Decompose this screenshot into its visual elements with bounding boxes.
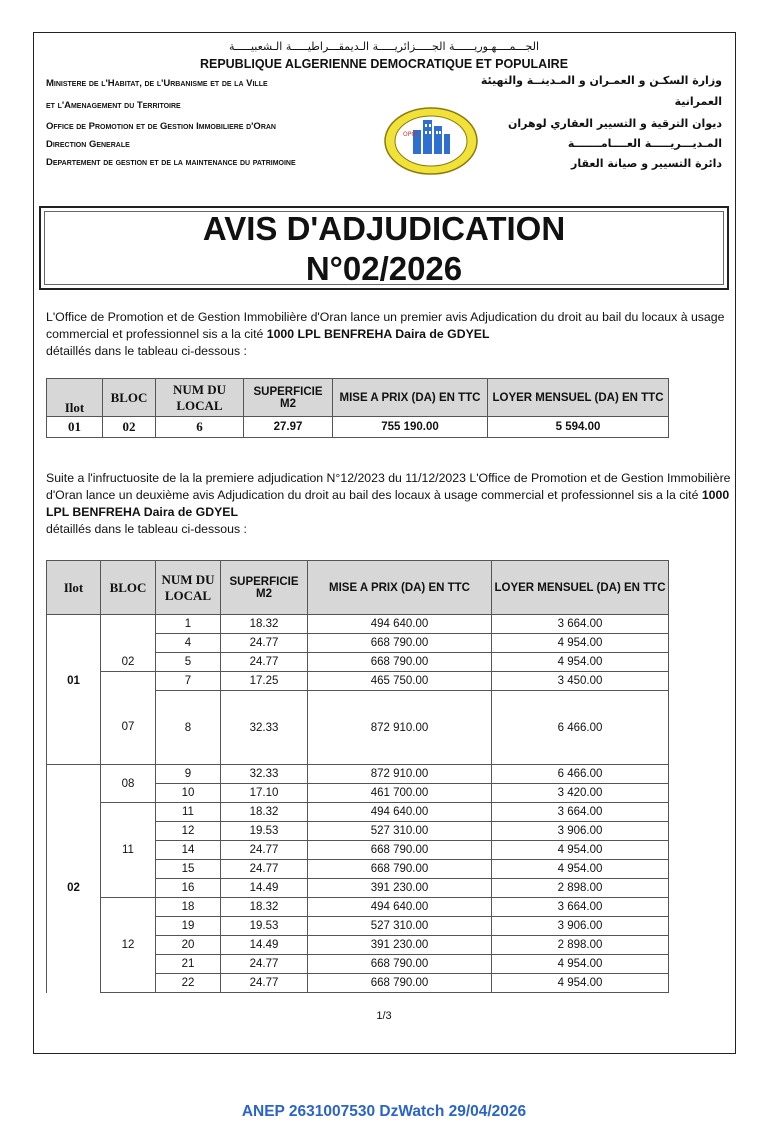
avis-title: AVIS D'ADJUDICATION bbox=[202, 210, 566, 247]
table-cell: 6 466.00 bbox=[492, 765, 669, 784]
french-republic-title: REPUBLIQUE ALGERIENNE DEMOCRATIQUE ET POPULAIRE bbox=[199, 57, 569, 71]
table-cell: 3 664.00 bbox=[492, 615, 669, 634]
table-cell: 12 bbox=[101, 898, 156, 993]
table-row bbox=[47, 561, 669, 615]
th-superficie: SUPERFICIE M2 bbox=[221, 561, 308, 615]
table-cell: 19 bbox=[156, 917, 221, 936]
table-cell: 24.77 bbox=[221, 653, 308, 672]
table-cell bbox=[47, 615, 101, 634]
table-cell: 527 310.00 bbox=[308, 822, 492, 841]
table-cell: 02 bbox=[47, 879, 101, 898]
table-cell: 12 bbox=[156, 822, 221, 841]
intro-paragraph-2 bbox=[46, 470, 736, 538]
office-line: Office de Promotion et de Gestion Immobiliere d'Oran bbox=[46, 121, 276, 132]
table-cell: 494 640.00 bbox=[308, 803, 492, 822]
table-cell: 3 450.00 bbox=[492, 672, 669, 691]
cell-num: 6 bbox=[156, 417, 244, 438]
table-cell bbox=[47, 936, 101, 955]
intro1-text: L'Office de Promotion et de Gestion Immobilière d'Oran lance un premier avis Adjudication du droit au bail du locaux à usage commercial et professionnel sis a la cité bbox=[46, 310, 725, 341]
table-cell: 3 420.00 bbox=[492, 784, 669, 803]
table-cell: 7 bbox=[156, 672, 221, 691]
table-second-adjudication bbox=[46, 560, 669, 993]
table-cell: 4 bbox=[156, 634, 221, 653]
table-row bbox=[47, 672, 669, 691]
table-row bbox=[47, 615, 669, 634]
table-cell: 17.10 bbox=[221, 784, 308, 803]
ministry-line-1: Ministere de l'Habitat, de l'Urbanisme et de la Ville bbox=[46, 78, 268, 89]
table-cell bbox=[47, 860, 101, 879]
arabic-republic-title: الجـــمــــهـوريــــــة الجـــــزائريـــــة الـديمقـــراطيـــــة الـشعبيـــــة bbox=[228, 40, 540, 53]
table-cell: 668 790.00 bbox=[308, 841, 492, 860]
th-loyer: LOYER MENSUEL (DA) EN TTC bbox=[492, 561, 669, 615]
table-cell: 668 790.00 bbox=[308, 974, 492, 993]
table-cell: 872 910.00 bbox=[308, 691, 492, 765]
table-cell: 391 230.00 bbox=[308, 879, 492, 898]
table-cell: 4 954.00 bbox=[492, 974, 669, 993]
table-cell bbox=[101, 672, 156, 691]
table-first-adjudication bbox=[46, 378, 669, 438]
table-cell: 465 750.00 bbox=[308, 672, 492, 691]
intro1-tail: détaillés dans le tableau ci-dessous : bbox=[46, 344, 247, 358]
table-row bbox=[47, 379, 669, 417]
th-ilot: Ilot bbox=[47, 379, 103, 417]
th-mise-a-prix: MISE A PRIX (DA) EN TTC bbox=[308, 561, 492, 615]
intro2-text: Suite a l'infructuosite de la la premiere adjudication N°12/2023 du 11/12/2023 L'Office de Promotion et de Gestion Immobilière d'Oran lance un deuxième avis Adjudication du droit au bail des locaux à usage commercial et professionnel sis a la cité bbox=[46, 471, 731, 502]
ar-office-line: ديوان الترقية و التسيير العقاري لوهران bbox=[507, 117, 722, 130]
anep-footer: ANEP 2631007530 DzWatch 29/04/2026 bbox=[241, 1103, 527, 1120]
table-cell: 3 906.00 bbox=[492, 822, 669, 841]
table-cell: 5 bbox=[156, 653, 221, 672]
table-cell bbox=[47, 974, 101, 993]
table-cell: 11 bbox=[156, 803, 221, 822]
table-cell: 668 790.00 bbox=[308, 955, 492, 974]
table-cell: 22 bbox=[156, 974, 221, 993]
table-cell: 14 bbox=[156, 841, 221, 860]
table-cell: 391 230.00 bbox=[308, 936, 492, 955]
th-superficie: SUPERFICIE M2 bbox=[244, 379, 333, 417]
intro2-tail: détaillés dans le tableau ci-dessous : bbox=[46, 522, 247, 536]
table-cell: 527 310.00 bbox=[308, 917, 492, 936]
table-cell: 15 bbox=[156, 860, 221, 879]
th-bloc: BLOC bbox=[103, 379, 156, 417]
table-cell: 24.77 bbox=[221, 955, 308, 974]
table-cell: 494 640.00 bbox=[308, 898, 492, 917]
logo-text: OPGI bbox=[403, 131, 418, 138]
table-cell: 872 910.00 bbox=[308, 765, 492, 784]
table-cell: 16 bbox=[156, 879, 221, 898]
table-cell: 17.25 bbox=[221, 672, 308, 691]
cell-ilot: 01 bbox=[47, 417, 103, 438]
table-cell: 11 bbox=[101, 803, 156, 898]
table-cell: 01 bbox=[47, 672, 101, 691]
table-cell: 2 898.00 bbox=[492, 879, 669, 898]
table-row bbox=[47, 417, 669, 438]
table-cell: 3 906.00 bbox=[492, 917, 669, 936]
table-row bbox=[47, 691, 669, 765]
table-cell: 19.53 bbox=[221, 917, 308, 936]
table-cell: 8 bbox=[156, 691, 221, 765]
table-cell bbox=[47, 917, 101, 936]
table-cell: 02 bbox=[101, 653, 156, 672]
table-cell bbox=[47, 955, 101, 974]
title-box bbox=[39, 206, 729, 290]
table-cell: 9 bbox=[156, 765, 221, 784]
table-cell: 18.32 bbox=[221, 898, 308, 917]
table-cell bbox=[47, 765, 101, 784]
cell-loyer: 5 594.00 bbox=[488, 417, 669, 438]
table-cell: 4 954.00 bbox=[492, 841, 669, 860]
table-cell bbox=[47, 784, 101, 803]
table-row bbox=[47, 803, 669, 822]
cell-bloc: 02 bbox=[103, 417, 156, 438]
table-cell bbox=[47, 898, 101, 917]
department-line: Departement de gestion et de la maintenance du patrimoine bbox=[46, 157, 296, 168]
ar-ministry-line-2: العمرانية bbox=[674, 95, 722, 108]
table-cell: 18.32 bbox=[221, 803, 308, 822]
table-cell: 668 790.00 bbox=[308, 860, 492, 879]
table-cell: 19.53 bbox=[221, 822, 308, 841]
opgi-logo bbox=[383, 106, 479, 176]
table-cell: 668 790.00 bbox=[308, 634, 492, 653]
table-cell: 32.33 bbox=[221, 765, 308, 784]
th-mise-a-prix: MISE A PRIX (DA) EN TTC bbox=[333, 379, 488, 417]
cell-superficie: 27.97 bbox=[244, 417, 333, 438]
th-num-local: NUM DU LOCAL bbox=[156, 561, 221, 615]
table-cell: 24.77 bbox=[221, 841, 308, 860]
page-number: 1/3 bbox=[376, 1010, 392, 1022]
table-cell: 18 bbox=[156, 898, 221, 917]
table-row bbox=[47, 765, 669, 784]
cell-prix: 755 190.00 bbox=[333, 417, 488, 438]
ar-ministry-line-1: وزارة السكـن و العمـران و المـدينــة والتهيئة bbox=[480, 74, 722, 87]
table-cell bbox=[101, 634, 156, 653]
intro2-location: 1000 LPL BENFREHA Daira de GDYEL bbox=[46, 488, 730, 519]
table-row bbox=[47, 898, 669, 917]
th-ilot: Ilot bbox=[47, 561, 101, 615]
table-cell: 4 954.00 bbox=[492, 955, 669, 974]
direction-line: Direction Generale bbox=[46, 139, 130, 150]
th-loyer: LOYER MENSUEL (DA) EN TTC bbox=[488, 379, 669, 417]
table-cell: 18.32 bbox=[221, 615, 308, 634]
table-cell: 461 700.00 bbox=[308, 784, 492, 803]
table-cell: 21 bbox=[156, 955, 221, 974]
table-cell bbox=[47, 691, 101, 765]
table-cell: 24.77 bbox=[221, 860, 308, 879]
table-cell bbox=[101, 615, 156, 634]
intro-paragraph-1 bbox=[46, 309, 736, 360]
th-bloc: BLOC bbox=[101, 561, 156, 615]
table-cell: 4 954.00 bbox=[492, 860, 669, 879]
table-cell: 1 bbox=[156, 615, 221, 634]
ar-department-line: دائرة التسيير و صيانة العقار bbox=[571, 157, 722, 170]
table-cell: 4 954.00 bbox=[492, 634, 669, 653]
table-cell: 10 bbox=[156, 784, 221, 803]
table-cell: 14.49 bbox=[221, 936, 308, 955]
table-cell: 2 898.00 bbox=[492, 936, 669, 955]
table-cell: 494 640.00 bbox=[308, 615, 492, 634]
table-cell bbox=[47, 803, 101, 822]
table-row bbox=[47, 634, 669, 653]
table-cell: 32.33 bbox=[221, 691, 308, 765]
table-cell bbox=[47, 822, 101, 841]
table-cell: 20 bbox=[156, 936, 221, 955]
table-cell: 668 790.00 bbox=[308, 653, 492, 672]
table-cell bbox=[47, 653, 101, 672]
table-cell: 24.77 bbox=[221, 974, 308, 993]
table-cell: 4 954.00 bbox=[492, 653, 669, 672]
ministry-line-2: et l'Amenagement du Territoire bbox=[46, 100, 181, 111]
table-cell: 14.49 bbox=[221, 879, 308, 898]
ar-direction-line: المـديـــريـــــة العــــامـــــــة bbox=[567, 137, 722, 150]
th-num-local: NUM DU LOCAL bbox=[156, 379, 244, 417]
table-cell bbox=[47, 634, 101, 653]
table-cell: 3 664.00 bbox=[492, 803, 669, 822]
table-cell: 08 bbox=[101, 765, 156, 803]
table-cell: 24.77 bbox=[221, 634, 308, 653]
table-cell: 3 664.00 bbox=[492, 898, 669, 917]
table-cell: 6 466.00 bbox=[492, 691, 669, 765]
table-row bbox=[47, 653, 669, 672]
table-cell bbox=[47, 841, 101, 860]
avis-number: N°02/2026 bbox=[305, 250, 463, 287]
table-cell: 07 bbox=[101, 691, 156, 765]
intro1-location: 1000 LPL BENFREHA Daira de GDYEL bbox=[266, 327, 490, 341]
